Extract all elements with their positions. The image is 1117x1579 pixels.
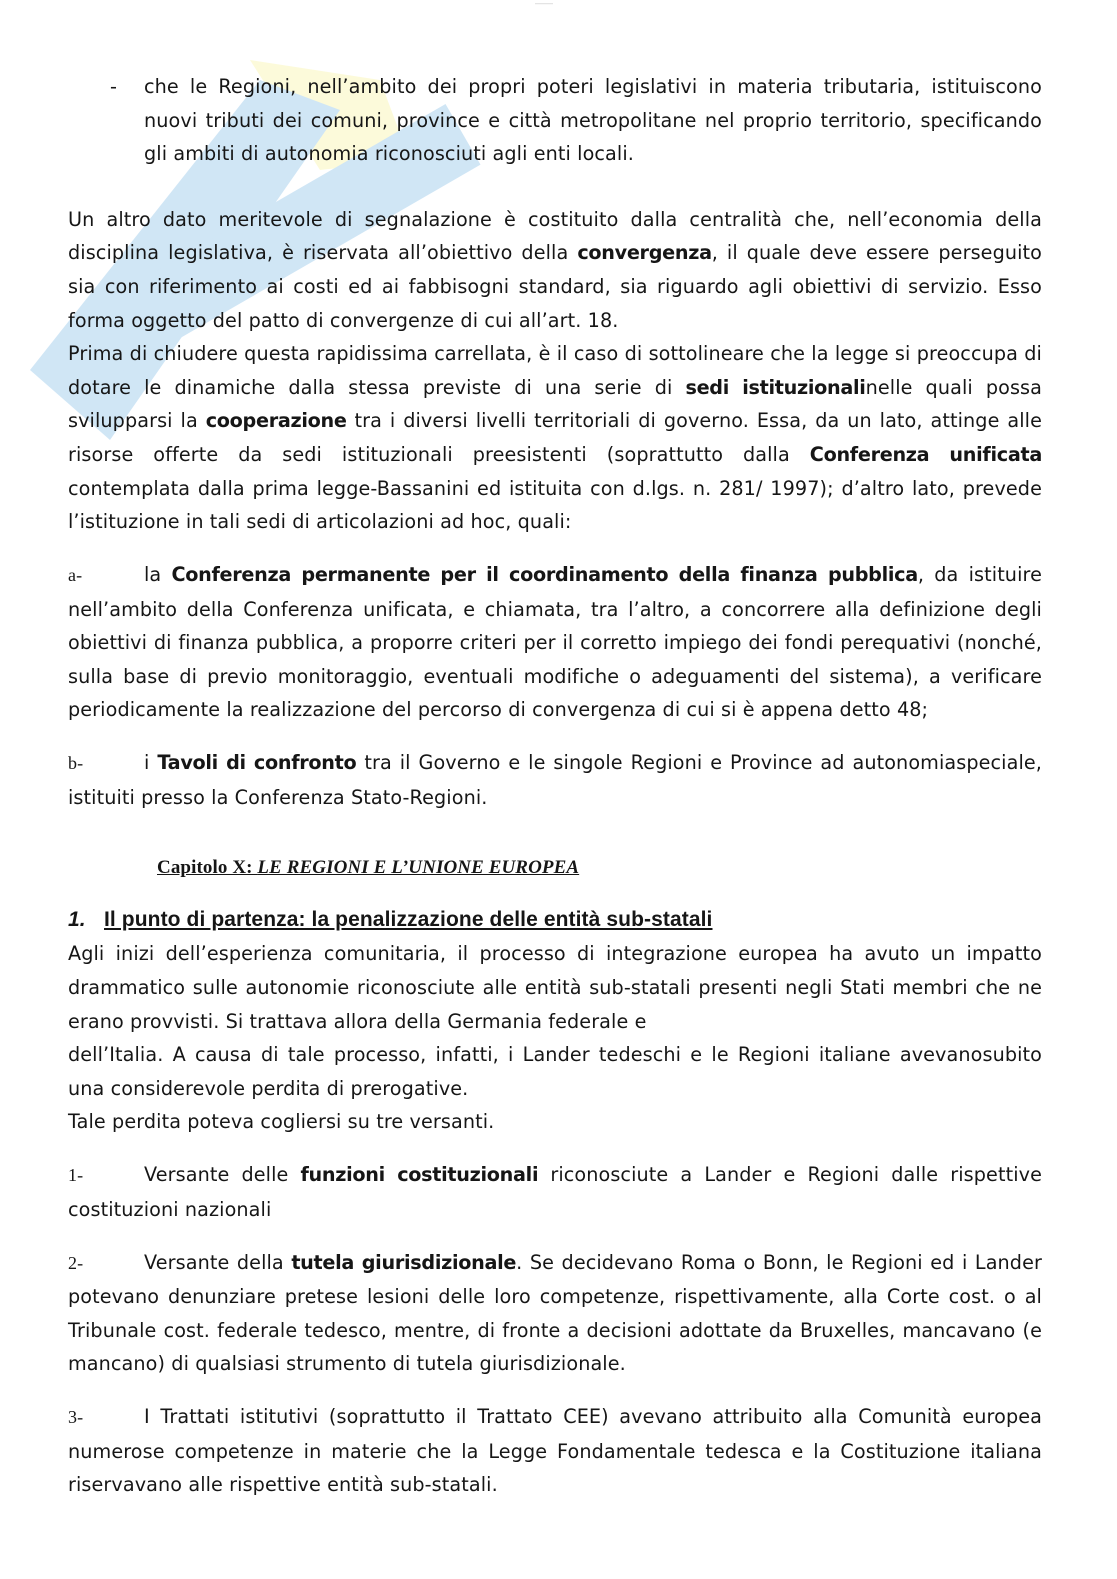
paragraph-italia: dell’Italia. A causa di tale processo, infatti, i Lander tedeschi e le Regioni italiane avevanosubito una considerevole perdita di prerogative. xyxy=(68,1043,1042,1100)
list-marker: 3- xyxy=(68,1407,84,1428)
paragraph-sedi-istituzionali: Prima di chiudere questa rapidissima carrellata, è il caso di sottolineare che la legge si preoccupa di dotare le dinamiche dalla stessa previste di una serie di sedi istituzionalinelle quali possa svilupparsi la cooperazione tra i diversi livelli territoriali di governo. Essa, da un lato, attinge alle risorse offerte da sedi istituzionali preesistenti (soprattutto dalla Conferenza unificata contemplata dalla prima legge-Bassanini ed istituita con d.lgs. n. 281/ 1997); d’altro lato, prevede l’istituzione in tali sedi di articolazioni ad hoc, quali: xyxy=(68,342,1043,534)
list-item-3: 3- I Trattati istitutivi (soprattutto il Trattato CEE) avevano attribuito alla Comunità europea numerose competenze in materie che la Legge Fondamentale tedesca e la Costituzione italiana riservavano alle rispettive entità sub-statali. xyxy=(68,1400,1042,1502)
dash-marker: - xyxy=(110,75,118,98)
bold-term: Conferenza permanente per il coordinamento della finanza pubblica xyxy=(171,562,918,586)
dash-list-text: che le Regioni, nell’ambito dei propri poteri legislativi in materia tributaria, istituiscono nuovi tributi dei comuni, province e città metropolitane nel proprio territorio, specificando gli ambiti di autonomia riconosciuti agli enti locali. xyxy=(144,75,1042,166)
bold-term: tutela giurisdizionale xyxy=(291,1250,517,1274)
list-item-b: b- i Tavoli di confronto tra il Governo e le singole Regioni e Province ad autonomiaspeciale, istituiti presso la Conferenza Stato-Regioni. xyxy=(68,746,1042,814)
bold-term: Tavoli di confronto xyxy=(157,751,357,775)
list-marker: a- xyxy=(68,564,83,585)
bold-term: cooperazione xyxy=(205,409,347,433)
dash-list-item xyxy=(68,70,1042,171)
bold-term: convergenza xyxy=(577,241,712,265)
bold-term: funzioni costituzionali xyxy=(300,1163,539,1187)
paragraph-inizi: Agli inizi dell’esperienza comunitaria, il processo di integrazione europea ha avuto un impatto drammatico sulle autonomie riconosciute alle entità sub-statali presenti negli Stati membri che ne erano provvisti. Si trattava allora della Germania federale e xyxy=(68,942,1042,1033)
document-body xyxy=(68,70,1042,1521)
list-item-1: 1- Versante delle funzioni costituzionali riconosciute a Lander e Regioni dalle rispettive costituzioni nazionali xyxy=(68,1158,1042,1226)
list-marker: b- xyxy=(68,753,84,774)
page-header-mark: —— xyxy=(535,0,553,8)
chapter-heading xyxy=(68,853,1042,883)
paragraph-versanti: Tale perdita poteva cogliersi su tre versanti. xyxy=(68,1110,495,1134)
list-item-2: 2- Versante della tutela giurisdizionale. Se decidevano Roma o Bonn, le Regioni ed i Lander potevano denunziare pretese lesioni delle loro competenze, rispettivamente, alla Corte cost. o al Tribunale cost. federale tedesco, mentre, di fronte a decisioni adottate da Bruxelles, mancavano (e mancano) di qualsiasi strumento di tutela giurisdizionale. xyxy=(68,1246,1042,1381)
bold-term: Conferenza unificata xyxy=(809,442,1042,466)
list-marker: 1- xyxy=(68,1165,84,1186)
bold-term: sedi istituzionali xyxy=(685,375,866,399)
section-heading xyxy=(68,903,1042,937)
paragraph-convergenza: Un altro dato meritevole di segnalazione è costituito dalla centralità che, nell’economia della disciplina legislativa, è riservata all’obiettivo della convergenza, il quale deve essere perseguito sia con riferimento ai costi ed ai fabbisogni standard, sia riguardo agli obiettivi di servizio. Esso forma oggetto del patto di convergenze di cui all’art. 18. xyxy=(68,207,1043,332)
section-number: 1. xyxy=(68,908,86,932)
chapter-title: LE REGIONI E L’UNIONE EUROPEA xyxy=(257,857,580,879)
section-title: Il punto di partenza: la penalizzazione delle entità sub-statali xyxy=(104,908,713,932)
chapter-label: Capitolo X: xyxy=(157,857,258,879)
list-marker: 2- xyxy=(68,1252,84,1273)
list-item-a: a- la Conferenza permanente per il coordinamento della finanza pubblica, da istituire nell’ambito della Conferenza unificata, e chiamata, tra l’altro, a concorrere alla definizione degli obiettivi di finanza pubblica, a proporre criteri per il corretto impiego dei fondi perequativi (nonché, sulla base di previo monitoraggio, eventuali modifiche o adeguamenti del sistema), a verificare periodicamente la realizzazione del percorso di convergenza di cui si è appena detto 48; xyxy=(68,558,1042,727)
